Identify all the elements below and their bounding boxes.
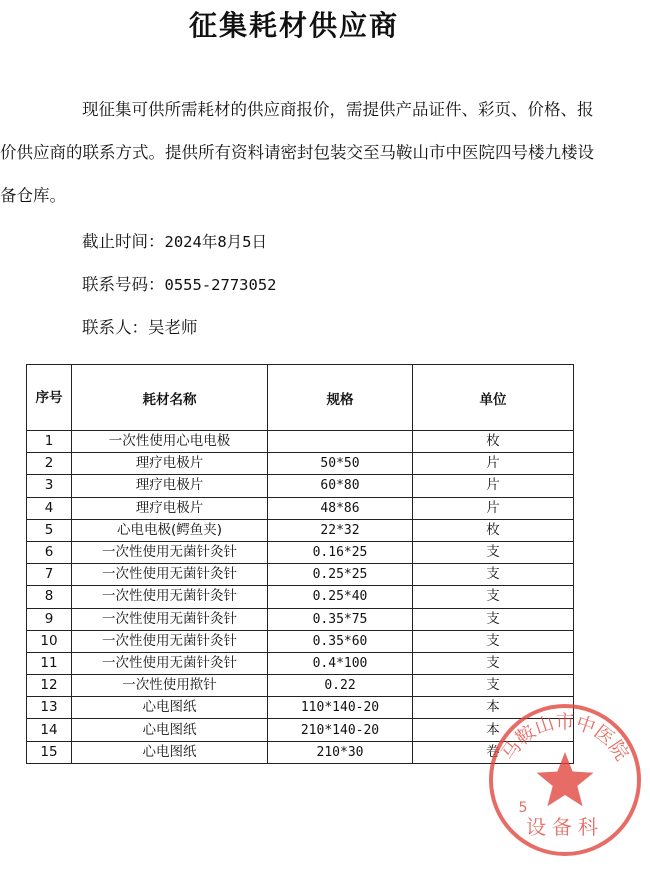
- row-no: 2: [27, 453, 72, 475]
- header-unit: 单位: [413, 365, 574, 431]
- row-unit: 支: [413, 541, 574, 563]
- phone-line: [82, 271, 276, 295]
- phone-value: 0555-2773052: [164, 276, 277, 294]
- row-name: 一次性使用无菌针灸针: [72, 586, 268, 608]
- row-no: 10: [27, 630, 72, 652]
- row-no: 9: [27, 608, 72, 630]
- seal-org-text: 马鞍山市中医院: [497, 711, 633, 765]
- table-row: [27, 497, 574, 519]
- table-row: [27, 630, 574, 652]
- intro-paragraph: [0, 88, 600, 217]
- row-name: 心电图纸: [72, 719, 268, 741]
- row-no: 5: [27, 519, 72, 541]
- row-spec: 50*50: [268, 453, 413, 475]
- row-unit: 枚: [413, 519, 574, 541]
- row-spec: 0.22: [268, 675, 413, 697]
- row-name: 一次性使用无菌针灸针: [72, 564, 268, 586]
- row-spec: 0.35*75: [268, 608, 413, 630]
- row-name: 理疗电极片: [72, 497, 268, 519]
- table-row: [27, 652, 574, 674]
- table-row: [27, 697, 574, 719]
- row-name: 心电图纸: [72, 697, 268, 719]
- row-unit: 片: [413, 475, 574, 497]
- deadline-value: 2024年8月5日: [164, 233, 267, 251]
- row-name: 一次性使用无菌针灸针: [72, 541, 268, 563]
- seal-dept-text: 设备科: [526, 815, 604, 839]
- row-unit: 卷: [413, 741, 574, 763]
- row-spec: 22*32: [268, 519, 413, 541]
- row-name: 心电电极(鳄鱼夹): [72, 519, 268, 541]
- row-no: 8: [27, 586, 72, 608]
- table-row: [27, 719, 574, 741]
- row-unit: 支: [413, 586, 574, 608]
- row-name: 心电图纸: [72, 741, 268, 763]
- table-row: [27, 453, 574, 475]
- row-no: 1: [27, 431, 72, 453]
- row-spec: 0.35*60: [268, 630, 413, 652]
- table-row: [27, 431, 574, 453]
- deadline-line: [82, 228, 267, 252]
- row-unit: 片: [413, 453, 574, 475]
- row-unit: 片: [413, 497, 574, 519]
- table-row: [27, 675, 574, 697]
- row-unit: 支: [413, 675, 574, 697]
- table-row: [27, 564, 574, 586]
- table-header-row: [27, 365, 574, 431]
- row-spec: 60*80: [268, 475, 413, 497]
- deadline-label: 截止时间：: [82, 232, 165, 251]
- header-name: 耗材名称: [72, 365, 268, 431]
- phone-label: 联系号码：: [82, 275, 165, 294]
- table-row: [27, 741, 574, 763]
- row-unit: 支: [413, 652, 574, 674]
- row-spec: 0.16*25: [268, 541, 413, 563]
- table-row: [27, 608, 574, 630]
- supplies-table: [26, 364, 574, 764]
- table-row: [27, 541, 574, 563]
- row-no: 11: [27, 652, 72, 674]
- row-name: 理疗电极片: [72, 453, 268, 475]
- row-name: 一次性使用无菌针灸针: [72, 630, 268, 652]
- contact-line: [82, 314, 198, 338]
- row-name: 一次性使用揿针: [72, 675, 268, 697]
- row-unit: 枚: [413, 431, 574, 453]
- row-spec: 210*30: [268, 741, 413, 763]
- row-spec: [268, 431, 413, 453]
- row-no: 13: [27, 697, 72, 719]
- row-no: 12: [27, 675, 72, 697]
- row-unit: 支: [413, 564, 574, 586]
- intro-text: 现征集可供所需耗材的供应商报价，需提供产品证件、彩页、价格、报价供应商的联系方式。提供所有资料请密封包装交至马鞍山市中医院四号楼九楼设备仓库。: [0, 100, 594, 205]
- table-row: [27, 475, 574, 497]
- table-row: [27, 519, 574, 541]
- contact-value: 吴老师: [148, 318, 198, 337]
- table-row: [27, 586, 574, 608]
- row-spec: 0.25*25: [268, 564, 413, 586]
- row-no: 14: [27, 719, 72, 741]
- page-title: 征集耗材供应商: [188, 9, 399, 42]
- row-spec: 0.25*40: [268, 586, 413, 608]
- row-no: 3: [27, 475, 72, 497]
- row-name: 理疗电极片: [72, 475, 268, 497]
- seal-code-text: 5: [518, 800, 528, 816]
- row-name: 一次性使用无菌针灸针: [72, 608, 268, 630]
- row-spec: 48*86: [268, 497, 413, 519]
- row-spec: 110*140-20: [268, 697, 413, 719]
- row-no: 7: [27, 564, 72, 586]
- row-no: 15: [27, 741, 72, 763]
- row-unit: 本: [413, 719, 574, 741]
- row-spec: 0.4*100: [268, 652, 413, 674]
- header-no: 序号: [27, 365, 72, 431]
- row-name: 一次性使用心电电极: [72, 431, 268, 453]
- row-spec: 210*140-20: [268, 719, 413, 741]
- row-unit: 支: [413, 630, 574, 652]
- row-no: 6: [27, 541, 72, 563]
- row-unit: 支: [413, 608, 574, 630]
- row-unit: 本: [413, 697, 574, 719]
- row-no: 4: [27, 497, 72, 519]
- contact-label: 联系人：: [82, 318, 148, 337]
- row-name: 一次性使用无菌针灸针: [72, 652, 268, 674]
- header-spec: 规格: [268, 365, 413, 431]
